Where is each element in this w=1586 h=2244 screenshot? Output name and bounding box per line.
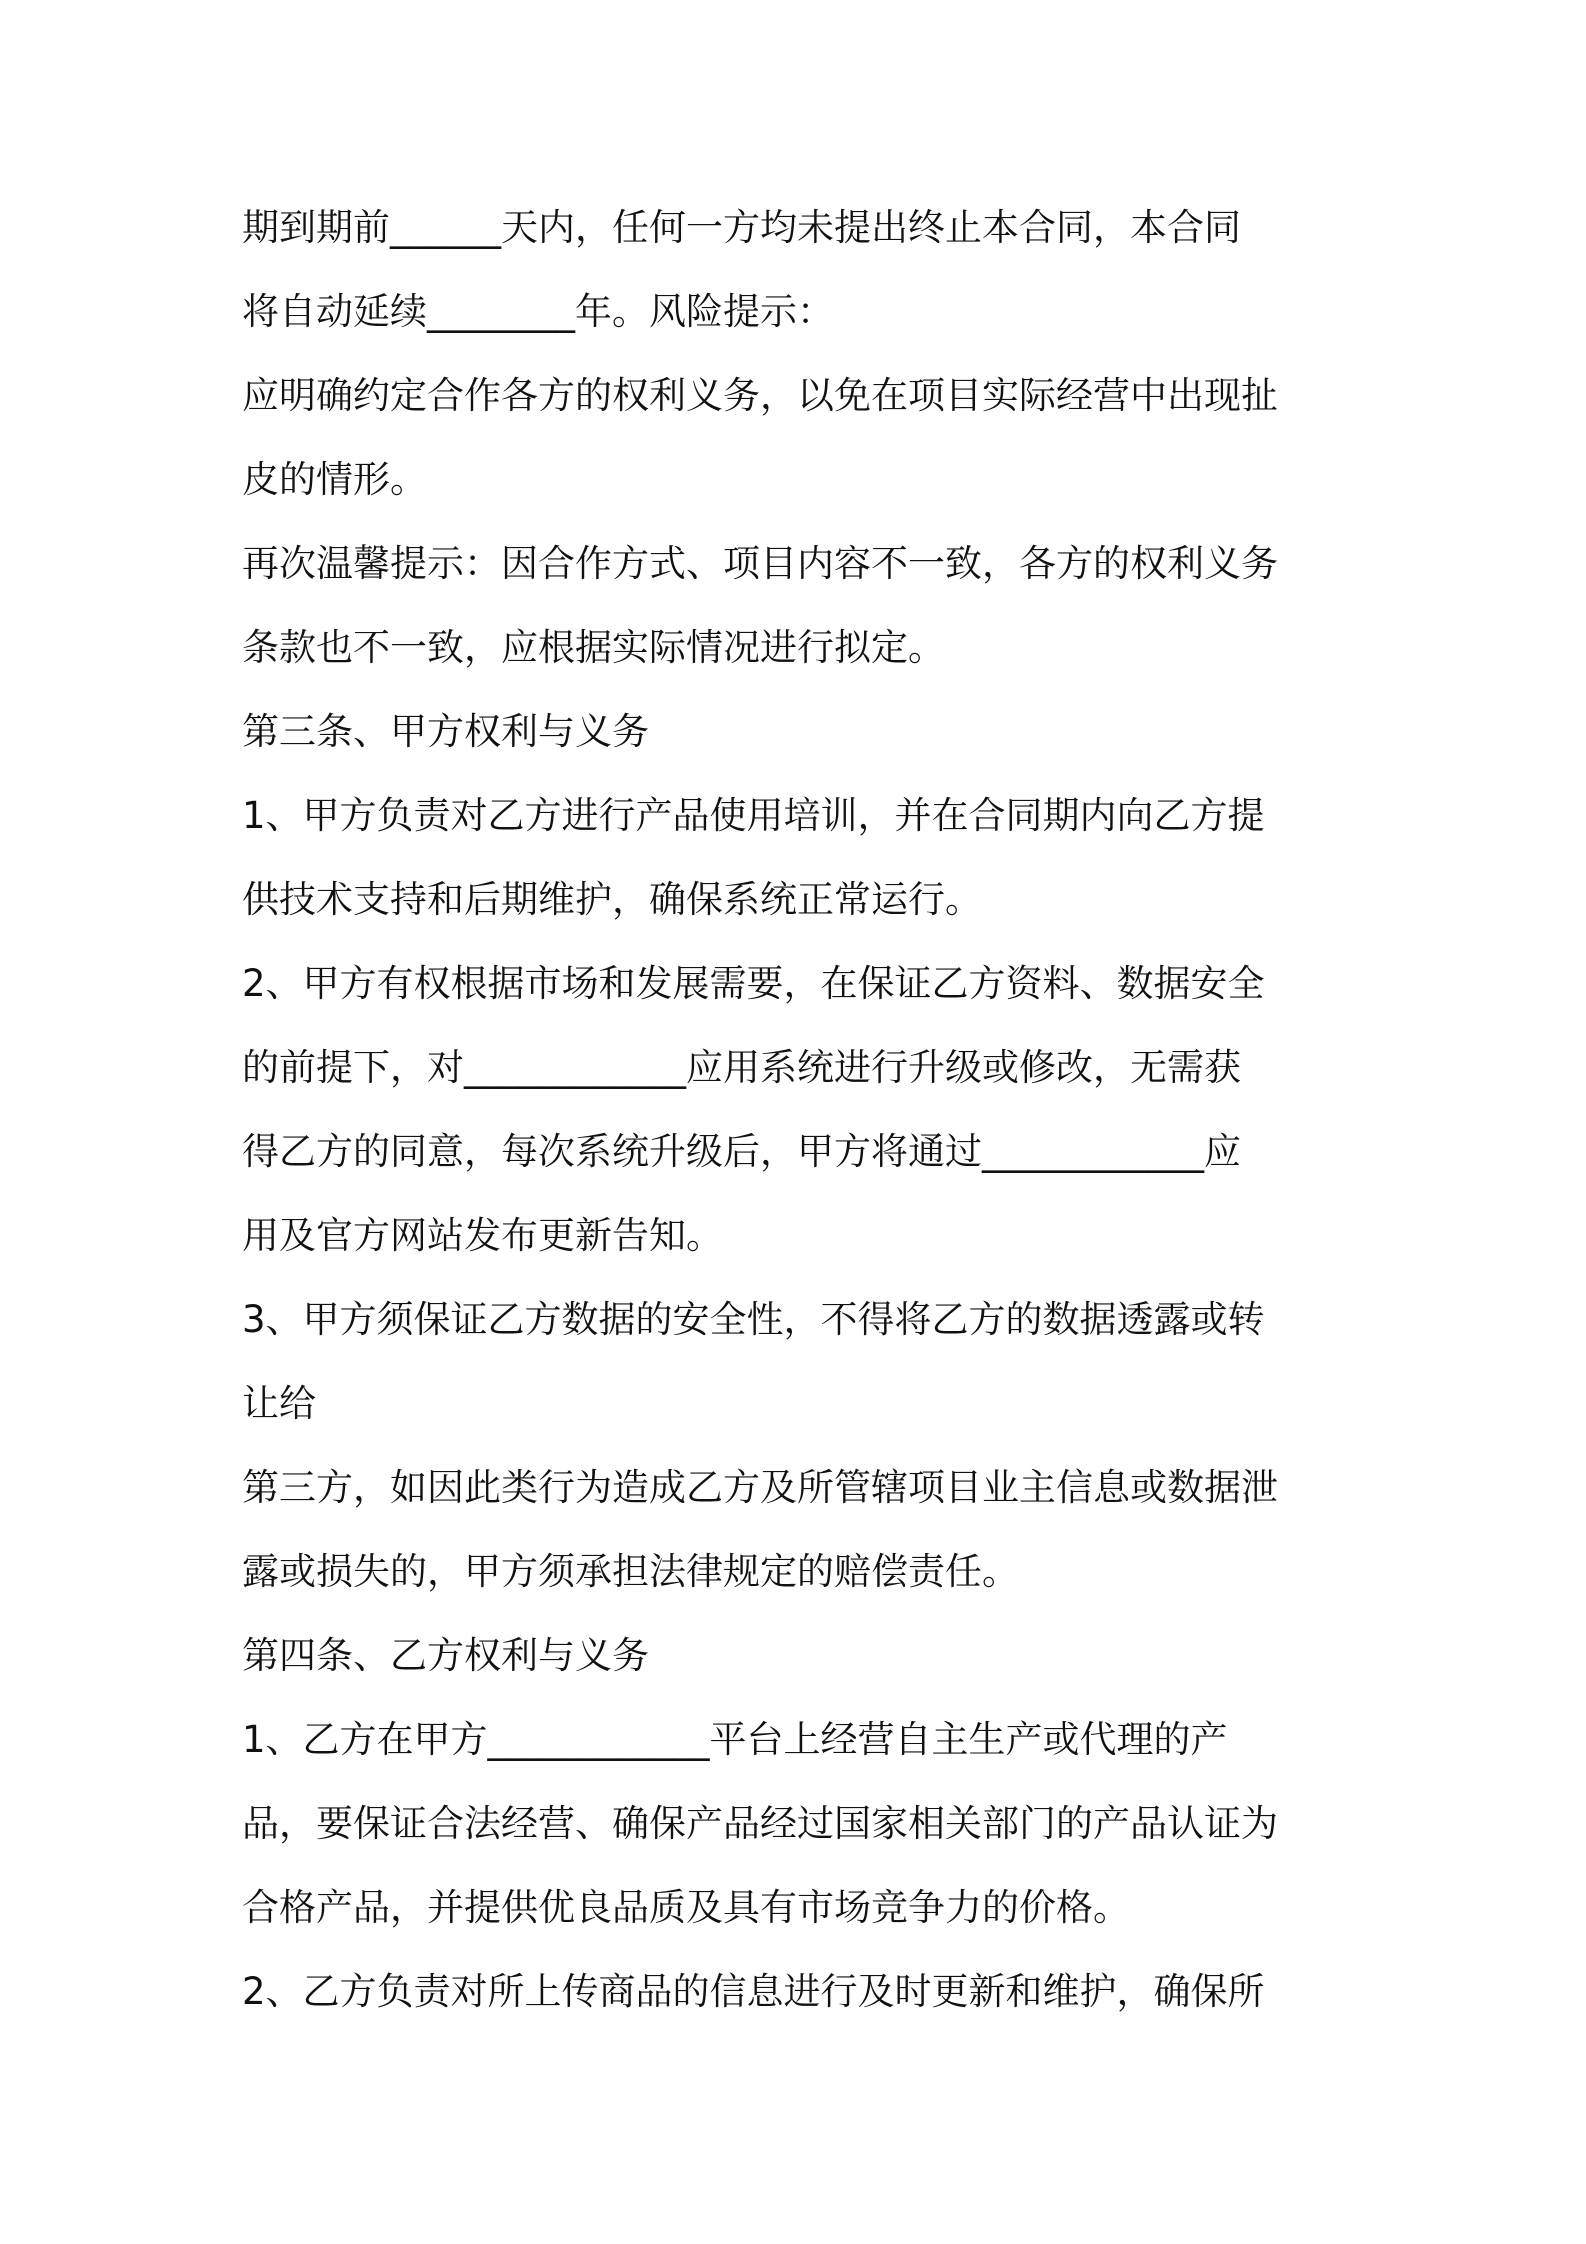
text-line-4: 皮的情形。 bbox=[242, 458, 427, 501]
text-line-17: 露或损失的，甲方须承担法律规定的赔偿责任。 bbox=[242, 1550, 1019, 1593]
text-line-19: 1、乙方在甲方____________平台上经营自主生产或代理的产 bbox=[242, 1718, 1228, 1761]
text-line-12: 得乙方的同意，每次系统升级后，甲方将通过____________应 bbox=[242, 1130, 1241, 1173]
text-line-14: 3、甲方须保证乙方数据的安全性，不得将乙方的数据透露或转 bbox=[242, 1298, 1265, 1341]
text-line-3: 应明确约定合作各方的权利义务，以免在项目实际经营中出现扯 bbox=[242, 374, 1278, 417]
text-line-2: 将自动延续________年。风险提示： bbox=[242, 290, 834, 333]
text-line-8: 1、甲方负责对乙方进行产品使用培训，并在合同期内向乙方提 bbox=[242, 794, 1265, 837]
text-line-20: 品，要保证合法经营、确保产品经过国家相关部门的产品认证为 bbox=[242, 1802, 1278, 1845]
text-line-15: 让给 bbox=[242, 1382, 316, 1425]
text-line-22: 2、乙方负责对所上传商品的信息进行及时更新和维护，确保所 bbox=[242, 1970, 1265, 2013]
text-line-5: 再次温馨提示：因合作方式、项目内容不一致，各方的权利义务 bbox=[242, 542, 1278, 585]
text-line-9: 供技术支持和后期维护，确保系统正常运行。 bbox=[242, 878, 982, 921]
text-line-21: 合格产品，并提供优良品质及具有市场竞争力的价格。 bbox=[242, 1886, 1130, 1929]
text-line-13: 用及官方网站发布更新告知。 bbox=[242, 1214, 723, 1257]
text-line-16: 第三方，如因此类行为造成乙方及所管辖项目业主信息或数据泄 bbox=[242, 1466, 1278, 1509]
text-line-10: 2、甲方有权根据市场和发展需要，在保证乙方资料、数据安全 bbox=[242, 962, 1265, 1005]
text-line-11: 的前提下，对____________应用系统进行升级或修改，无需获 bbox=[242, 1046, 1241, 1089]
text-line-1: 期到期前______天内，任何一方均未提出终止本合同，本合同 bbox=[242, 206, 1241, 249]
section-heading-3: 第三条、甲方权利与义务 bbox=[242, 710, 649, 753]
text-line-6: 条款也不一致，应根据实际情况进行拟定。 bbox=[242, 626, 945, 669]
section-heading-4: 第四条、乙方权利与义务 bbox=[242, 1634, 649, 1677]
